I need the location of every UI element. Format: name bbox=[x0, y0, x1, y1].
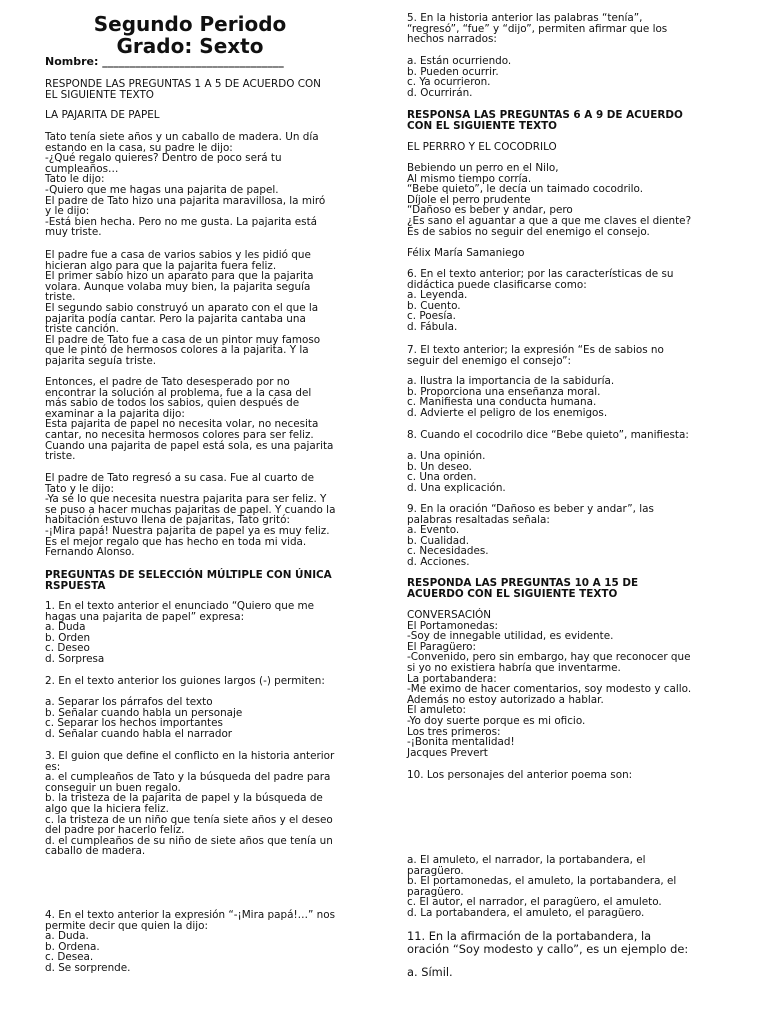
fable-author: Félix María Samaniego bbox=[407, 247, 525, 259]
title-line-1: Segundo Periodo bbox=[93, 12, 287, 36]
question-2: 2. En el texto anterior los guiones largos (-) permiten: bbox=[45, 675, 325, 687]
question-6: 6. En el texto anterior; por las características de su didáctica puede clasificarse como: a. Leyenda. b. Cuento. c. Poesía. d. Fábula. bbox=[407, 268, 674, 333]
instruction-2: RESPONSA LAS PREGUNTAS 6 A 9 DE ACUERDO CON EL SIGUIENTE TEXTO bbox=[407, 109, 683, 132]
question-4: 4. En el texto anterior la expresión “-¡Mira papá!…” nos permite decir que quien la dijo: a. Duda. b. Ordena. c. Desea. d. Se sorprende. bbox=[45, 909, 336, 974]
story-paragraph-4: El padre de Tato regresó a su casa. Fue al cuarto de Tato y le dijo: -Ya sé lo que necesita nuestra pajarita para ser feliz. Y se puso a hacer muchas pajaritas de papel. Y cuando la habitación estuvo llena de pajaritas, Tato gritó: -¡Mira papá! Nuestra pajarita de papel ya es muy feliz. Es el mejor regalo que has hecho en toda mi vida. Fernando Alonso. bbox=[45, 472, 336, 559]
question-8: 8. Cuando el cocodrilo dice “Bebe quieto”, manifiesta: bbox=[407, 429, 689, 441]
question-11: 11. En la afirmación de la portabandera, la oración “Soy modesto y callo”, es un ejemplo de: bbox=[407, 929, 689, 956]
conversation-text: CONVERSACIÓN El Portamonedas: -Soy de innegable utilidad, es evidente. El Paragüero: -Convenido, pero sin embargo, hay que reconocer que si yo no existiera habría que inventarme. La portabandera: -Me eximo de hacer comentarios, soy modesto y callo. Además no estoy autorizado a hablar. El amuleto: -Yo doy suerte porque es mi oficio. Los tres primeros: -¡Bonita mentalidad! Jacques Prevert bbox=[407, 609, 692, 759]
question-3: 3. El guion que define el conflicto en la historia anterior es: a. el cumpleaños de Tato y la búsqueda del padre para conseguir un buen regalo. b. la tristeza de la pajarita de papel y la búsqueda de algo que la hiciera feliz. c. la tristeza de un niño que tenía siete años y el deseo del padre por hacerlo feliz. d. el cumpleaños de su niño de siete años que tenía un caballo de madera. bbox=[45, 750, 335, 858]
question-7-options: a. Ilustra la importancia de la sabiduría. b. Proporciona una enseñanza moral. c. Manifiesta una conducta humana. d. Advierte el peligro de los enemigos. bbox=[407, 375, 615, 419]
story-paragraph-2: El padre fue a casa de varios sabios y les pidió que hicieran algo para que la pajarita fuera feliz. El primer sabio hizo un aparato para que la pajarita volara. Aunque volaba muy bien, la pajarita seguía triste. El segundo sabio construyó un aparato con el que la pajarita podía cantar. Pero la pajarita cantaba una triste canción. El padre de Tato fue a casa de un pintor muy famoso que le pintó de hermosos colores a la pajarita. Y la pajarita seguía triste. bbox=[45, 249, 321, 367]
section-heading: PREGUNTAS DE SELECCIÓN MÚLTIPLE CON ÚNICA RSPUESTA bbox=[45, 569, 332, 592]
fable-title: EL PERRRO Y EL COCODRILO bbox=[407, 141, 557, 153]
question-2-options: a. Separar los párrafos del texto b. Señalar cuando habla un personaje c. Separar los hechos importantes d. Señalar cuando habla el narrador bbox=[45, 696, 243, 740]
story-title: LA PAJARITA DE PAPEL bbox=[45, 109, 160, 121]
fable-text: Bebiendo un perro en el Nilo, Al mismo tiempo corría. “Bebe quieto”, le decía un taimado cocodrilo. Díjole el perro prudente “Dañoso es beber y andar, pero ¿Es sano el aguantar a que a que me claves el diente? Es de sabios no seguir del enemigo el consejo. bbox=[407, 162, 692, 238]
question-7: 7. El texto anterior; la expresión “Es de sabios no seguir del enemigo el consejo”: bbox=[407, 344, 664, 367]
question-5: 5. En la historia anterior las palabras “tenía”, “regresó”, “fue” y “dijo”, permiten afirmar que los hechos narrados: bbox=[407, 12, 668, 46]
title-line-2: Grado: Sexto bbox=[116, 34, 264, 58]
question-1: 1. En el texto anterior el enunciado “Quiero que me hagas una pajarita de papel” expresa: a. Duda b. Orden c. Deseo d. Sorpresa bbox=[45, 600, 315, 665]
story-paragraph-3: Entonces, el padre de Tato desesperado por no encontrar la solución al problema, fue a la casa del más sabio de todos los sabios, quien después de examinar a la pajarita dijo: Esta pajarita de papel no necesita volar, no necesita cantar, no necesita hermosos colores para ser feliz. Cuando una pajarita de papel está sola, es una pajarita triste. bbox=[45, 376, 334, 463]
question-10: 10. Los personajes del anterior poema son: bbox=[407, 769, 633, 781]
nombre-field[interactable]: Nombre: _________________________________ bbox=[45, 55, 284, 68]
question-9: 9. En la oración “Dañoso es beber y andar”, las palabras resaltadas señala: a. Evento. b. Cualidad. c. Necesidades. d. Acciones. bbox=[407, 503, 654, 568]
question-10-options: a. El amuleto, el narrador, la portabandera, el paragüero. b. El portamonedas, el amuleto, la portabandera, el paragüero. c. El autor, el narrador, el paragüero, el amuleto. d. La portabandera, el amuleto, el paragüero. bbox=[407, 854, 677, 919]
page-title bbox=[45, 13, 335, 57]
question-11-option-a: a. Símil. bbox=[407, 965, 453, 979]
instruction-3: RESPONDA LAS PREGUNTAS 10 A 15 DE ACUERDO CON EL SIGUIENTE TEXTO bbox=[407, 577, 639, 600]
instruction-1: RESPONDE LAS PREGUNTAS 1 A 5 DE ACUERDO CON EL SIGUIENTE TEXTO bbox=[45, 78, 321, 101]
question-8-options: a. Una opinión. b. Un deseo. c. Una orden. d. Una explicación. bbox=[407, 450, 506, 494]
story-paragraph-1: Tato tenía siete años y un caballo de madera. Un día estando en la casa, su padre le dijo: -¿Qué regalo quieres? Dentro de poco será tu cumpleaños… Tato le dijo: -Quiero que me hagas una pajarita de papel. El padre de Tato hizo una pajarita maravillosa, la miró y le dijo: -Está bien hecha. Pero no me gusta. La pajarita está muy triste. bbox=[45, 131, 326, 239]
question-5-options: a. Están ocurriendo. b. Pueden ocurrir. c. Ya ocurrieron. d. Ocurrirán. bbox=[407, 55, 512, 99]
